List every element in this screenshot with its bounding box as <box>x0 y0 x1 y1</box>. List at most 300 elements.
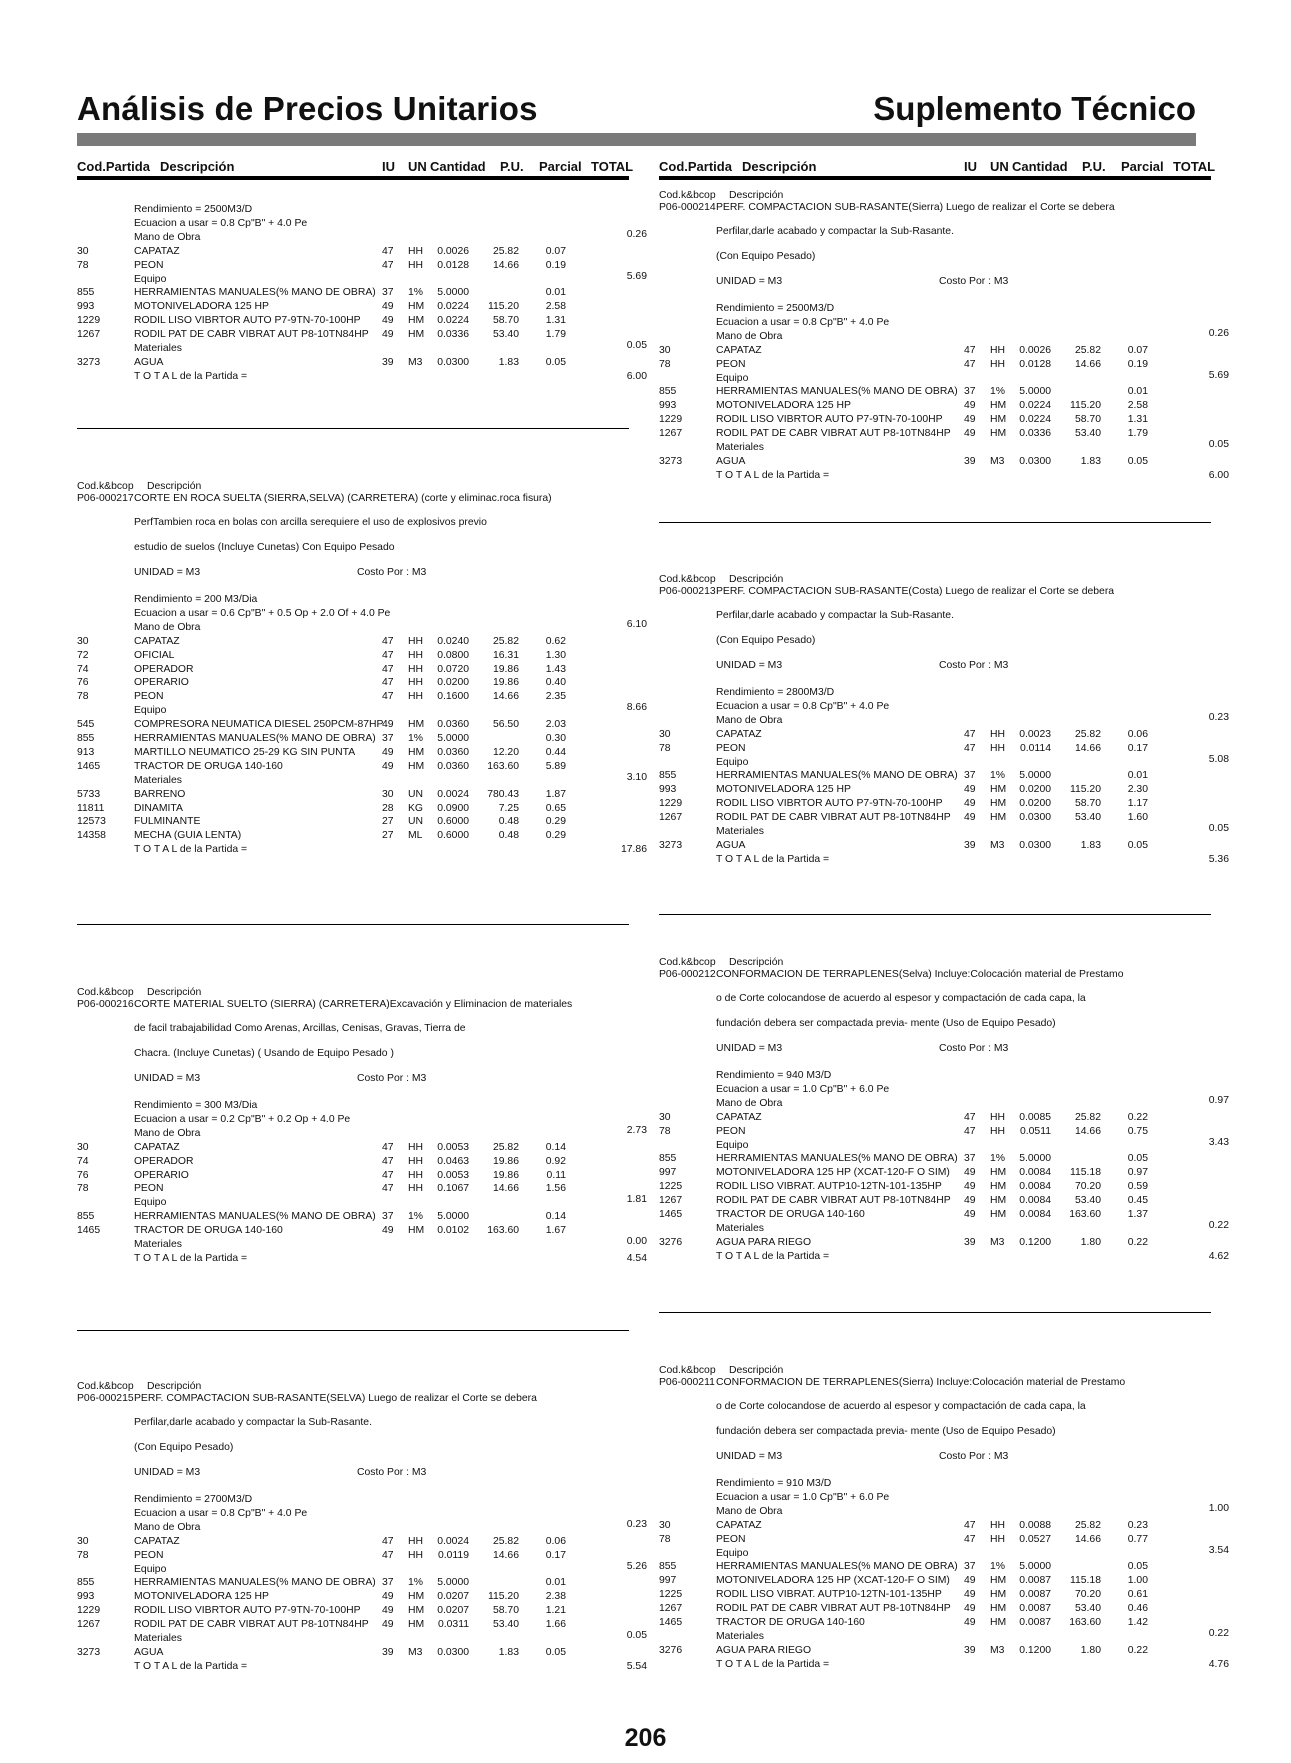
un: HH <box>408 677 424 689</box>
insumo-desc: MOTONIVELADORA 125 HP <box>134 301 269 313</box>
iu: 27 <box>382 816 394 828</box>
parcial: 0.17 <box>545 1549 566 1561</box>
parcial: 0.61 <box>1127 1589 1148 1601</box>
insumo-code: 545 <box>77 719 95 731</box>
insumo-code: 1267 <box>77 1619 101 1631</box>
un: HH <box>408 1549 424 1561</box>
cantidad: 0.0084 <box>1019 1209 1051 1220</box>
cantidad: 0.0200 <box>437 677 469 689</box>
precio-unitario: 53.40 <box>1074 1603 1101 1615</box>
iu: 47 <box>964 1111 976 1123</box>
iu: 47 <box>382 691 394 703</box>
rendimiento: Rendimiento = 200 M3/Dia <box>134 594 258 605</box>
un: M3 <box>990 1644 1005 1656</box>
partida-note <box>659 635 1219 647</box>
precio-unitario: 780.43 <box>487 788 519 800</box>
table-row <box>659 1561 1219 1573</box>
code-label: Cod.k&bcop <box>659 190 716 201</box>
table-row <box>659 400 1219 412</box>
table-row <box>659 1167 1219 1179</box>
precio-unitario: 1.83 <box>1080 839 1101 851</box>
insumo-desc: RODIL PAT DE CABR VIBRAT AUT P8-10TN84HP <box>716 1603 951 1615</box>
precio-unitario: 53.40 <box>492 329 519 341</box>
col-cantidad: Cantidad <box>1012 159 1068 174</box>
cantidad: 0.6000 <box>437 816 469 828</box>
precio-unitario: 1.80 <box>1080 1236 1101 1248</box>
insumo-code: 1465 <box>77 760 101 772</box>
block-title-row <box>77 999 637 1011</box>
iu: 47 <box>382 663 394 675</box>
analysis-block <box>659 1365 1229 1675</box>
insumo-desc: PEON <box>716 358 746 370</box>
group-name: Materiales <box>134 774 182 786</box>
insumo-desc: RODIL PAT DE CABR VIBRAT AUT P8-10TN84HP <box>716 812 951 824</box>
iu: 49 <box>382 719 394 731</box>
insumo-desc: FULMINANTE <box>134 816 201 828</box>
analysis-block <box>77 204 647 387</box>
cantidad: 0.0084 <box>1019 1181 1051 1193</box>
unidad-label: UNIDAD = M3 <box>716 276 783 287</box>
table-row <box>77 650 637 662</box>
insumo-desc: AGUA PARA RIEGO <box>716 1236 812 1248</box>
partida-code: P06-000216 <box>77 999 134 1010</box>
precio-unitario: 25.82 <box>492 635 519 647</box>
iu: 49 <box>382 1605 394 1617</box>
insumo-code: 993 <box>77 301 95 313</box>
partida-total-row <box>659 1658 1229 1671</box>
insumo-code: 3273 <box>77 1646 101 1658</box>
precio-unitario: 1.80 <box>1080 1644 1101 1656</box>
group-name: Equipo <box>716 756 749 768</box>
rendimiento-row <box>77 594 637 606</box>
cantidad: 0.0023 <box>1019 728 1051 740</box>
group-total: 2.73 <box>626 1124 647 1136</box>
table-row <box>77 1577 637 1589</box>
cantidad: 0.0800 <box>437 649 469 661</box>
cantidad: 0.1200 <box>1019 1236 1051 1248</box>
cantidad: 0.0200 <box>1019 784 1051 796</box>
group-total: 0.23 <box>626 1518 647 1530</box>
group-name: Materiales <box>716 826 764 837</box>
iu: 49 <box>382 746 394 758</box>
table-row <box>659 1589 1219 1601</box>
group-total-row <box>659 711 1229 724</box>
parcial: 0.44 <box>545 746 566 758</box>
insumo-desc: PEON <box>716 1533 746 1545</box>
iu: 39 <box>964 455 976 467</box>
insumo-desc: HERRAMIENTAS MANUALES(% MANO DE OBRA) <box>716 1153 958 1165</box>
cantidad: 0.0024 <box>437 788 469 800</box>
note-text: (Con Equipo Pesado) <box>716 251 816 262</box>
un: HH <box>990 358 1006 370</box>
insumo-desc: HERRAMIENTAS MANUALES(% MANO DE OBRA) <box>134 287 376 299</box>
insumo-desc: RODIL LISO VIBRAT. AUTP10-12TN-101-135HP <box>716 1589 942 1601</box>
insumo-desc: CAPATAZ <box>134 1141 180 1153</box>
cantidad: 5.0000 <box>437 1211 469 1223</box>
partida-code: P06-000217 <box>77 493 134 504</box>
block-title-row <box>659 202 1219 214</box>
group-total: 3.54 <box>1208 1544 1229 1556</box>
insumo-desc: HERRAMIENTAS MANUALES(% MANO DE OBRA) <box>716 1561 958 1573</box>
precio-unitario: 14.66 <box>1074 742 1101 754</box>
iu: 39 <box>382 1646 394 1658</box>
partida-note <box>659 226 1219 238</box>
iu: 39 <box>964 839 976 851</box>
partida-note <box>77 1023 637 1035</box>
group-name: Mano de Obra <box>716 1097 783 1109</box>
rendimiento-row <box>659 1070 1219 1082</box>
cantidad: 0.0224 <box>1019 400 1051 412</box>
iu: 49 <box>964 400 976 412</box>
iu: 49 <box>964 1167 976 1179</box>
group-total-row <box>77 1194 647 1206</box>
group-total-row <box>659 1136 1229 1149</box>
rendimiento: Rendimiento = 910 M3/D <box>716 1478 832 1489</box>
insumo-desc: CAPATAZ <box>716 1519 762 1531</box>
group-name: Materiales <box>134 1633 182 1644</box>
insumo-code: 3273 <box>659 839 683 851</box>
un: HM <box>990 428 1007 440</box>
parcial: 1.17 <box>1127 798 1148 810</box>
parcial: 0.05 <box>1127 1561 1148 1573</box>
unidad-row <box>659 1451 1219 1463</box>
group-name: Mano de Obra <box>716 1505 783 1517</box>
un: HM <box>408 1619 425 1631</box>
insumo-code: 78 <box>659 1125 671 1137</box>
ecuacion: Ecuacion a usar = 0.8 Cp"B" + 4.0 Pe <box>716 316 890 328</box>
table-row <box>659 840 1219 852</box>
precio-unitario: 19.86 <box>492 663 519 675</box>
page-title: Análisis de Precios Unitarios <box>77 90 538 127</box>
cantidad: 5.0000 <box>1019 386 1051 398</box>
table-row <box>77 803 637 815</box>
rendimiento: Rendimiento = 2700M3/D <box>134 1494 253 1505</box>
ecuacion: Ecuacion a usar = 0.8 Cp"B" + 4.0 Pe <box>716 700 890 712</box>
group-total: 8.66 <box>626 702 647 714</box>
precio-unitario: 53.40 <box>1074 1195 1101 1207</box>
insumo-code: 1225 <box>659 1589 683 1601</box>
partida-code: P06-000212 <box>659 969 716 980</box>
insumo-code: 855 <box>659 386 677 398</box>
precio-unitario: 163.60 <box>487 760 519 772</box>
cantidad: 5.0000 <box>437 733 469 744</box>
table-row <box>659 414 1219 426</box>
cantidad: 0.0084 <box>1019 1167 1051 1179</box>
block-label-row <box>659 957 1219 969</box>
insumo-desc: MARTILLO NEUMATICO 25-29 KG SIN PUNTA <box>134 746 356 758</box>
partida-title: PERF. COMPACTACION SUB-RASANTE(SELVA) Luego de realizar el Corte se debera <box>134 1393 537 1404</box>
group-total-row <box>77 1518 647 1531</box>
total-label: T O T A L de la Partida = <box>716 1658 830 1670</box>
un: HH <box>408 1155 424 1167</box>
un: HH <box>408 635 424 647</box>
rendimiento-row <box>77 204 637 216</box>
insumo-code: 3273 <box>659 455 683 467</box>
group-name: Equipo <box>134 1563 167 1575</box>
precio-unitario: 58.70 <box>1074 414 1101 426</box>
un: HH <box>990 344 1006 356</box>
table-row <box>659 1603 1219 1615</box>
precio-unitario: 115.18 <box>1069 1167 1101 1179</box>
un: HM <box>408 760 425 772</box>
parcial: 0.14 <box>545 1211 566 1223</box>
iu: 47 <box>382 1549 394 1561</box>
un: 1% <box>990 770 1006 782</box>
iu: 47 <box>382 1141 394 1153</box>
parcial: 1.00 <box>1127 1575 1148 1587</box>
partida-code: P06-000213 <box>659 586 716 597</box>
cantidad: 0.0300 <box>1019 812 1051 824</box>
cantidad: 0.0200 <box>1019 798 1051 810</box>
insumo-desc: RODIL PAT DE CABR VIBRAT AUT P8-10TN84HP <box>716 428 951 440</box>
insumo-code: 3273 <box>77 356 101 368</box>
un: HM <box>408 746 425 758</box>
partida-title: CORTE EN ROCA SUELTA (SIERRA,SELVA) (CARRETERA) (corte y eliminac.roca fisura) <box>134 493 552 504</box>
un: HM <box>408 315 425 327</box>
un: 1% <box>990 1153 1006 1165</box>
table-row <box>77 747 637 759</box>
group-total-row <box>659 1627 1229 1640</box>
table-row <box>77 830 637 842</box>
insumo-desc: RODIL LISO VIBRTOR AUTO P7-9TN-70-100HP <box>134 1605 361 1617</box>
parcial: 0.92 <box>545 1155 566 1167</box>
group-total-row <box>659 1502 1229 1515</box>
table-row <box>77 315 637 327</box>
iu: 49 <box>964 1617 976 1628</box>
precio-unitario: 14.66 <box>1074 1533 1101 1545</box>
cantidad: 0.0300 <box>437 1646 469 1658</box>
iu: 47 <box>382 635 394 647</box>
parcial: 1.37 <box>1127 1209 1148 1220</box>
cantidad: 0.0463 <box>437 1155 469 1167</box>
cantidad: 0.0224 <box>437 315 469 327</box>
insumo-code: 3276 <box>659 1236 683 1248</box>
insumo-code: 30 <box>77 635 89 647</box>
insumo-desc: CAPATAZ <box>716 728 762 740</box>
partida-note <box>659 610 1219 622</box>
parcial: 1.31 <box>1127 414 1148 426</box>
group-name: Equipo <box>716 372 749 384</box>
parcial: 0.05 <box>1127 455 1148 467</box>
cantidad: 0.0102 <box>437 1225 469 1237</box>
cantidad: 0.1600 <box>437 691 469 703</box>
iu: 49 <box>964 1181 976 1193</box>
cantidad: 0.0087 <box>1019 1603 1051 1615</box>
cantidad: 0.0207 <box>437 1591 469 1603</box>
cantidad: 0.0527 <box>1019 1533 1051 1545</box>
parcial: 0.05 <box>545 356 566 368</box>
un: 1% <box>408 733 424 744</box>
partida-total-row <box>77 370 647 383</box>
desc-label: Descripción <box>147 481 202 492</box>
insumo-code: 30 <box>659 1111 671 1123</box>
desc-label: Descripción <box>729 1365 784 1376</box>
note-text: fundación debera ser compactada previa- mente (Uso de Equipo Pesado) <box>716 1426 1056 1437</box>
precio-unitario: 19.86 <box>492 677 519 689</box>
page-number: 206 <box>624 1724 667 1752</box>
insumo-desc: MOTONIVELADORA 125 HP (XCAT-120-F O SIM) <box>716 1167 950 1179</box>
iu: 49 <box>382 1225 394 1237</box>
insumo-code: 1267 <box>77 329 101 341</box>
table-row <box>659 770 1219 782</box>
table-row <box>77 816 637 828</box>
partida-note <box>659 993 1219 1005</box>
insumo-desc: CAPATAZ <box>134 1535 180 1547</box>
parcial: 0.19 <box>545 259 566 271</box>
insumo-code: 74 <box>77 663 89 675</box>
insumo-desc: PEON <box>134 1549 164 1561</box>
col-iu: IU <box>964 159 977 174</box>
precio-unitario: 16.31 <box>492 649 519 661</box>
iu: 47 <box>964 1533 976 1545</box>
unidad-row <box>659 276 1219 288</box>
partida-title: PERF. COMPACTACION SUB-RASANTE(Costa) Luego de realizar el Corte se debera <box>716 586 1115 597</box>
note-text: estudio de suelos (Incluye Cunetas) Con Equipo Pesado <box>134 542 395 553</box>
cantidad: 0.0360 <box>437 746 469 758</box>
desc-label: Descripción <box>729 574 784 585</box>
parcial: 0.23 <box>1127 1519 1148 1531</box>
insumo-code: 1267 <box>659 812 683 824</box>
insumo-desc: RODIL LISO VIBRTOR AUTO P7-9TN-70-100HP <box>716 414 943 426</box>
un: UN <box>408 816 424 828</box>
partida-note <box>659 1401 1219 1413</box>
partida-note <box>659 1426 1219 1438</box>
precio-unitario: 25.82 <box>492 1141 519 1153</box>
table-row <box>659 1195 1219 1207</box>
insumo-desc: MOTONIVELADORA 125 HP <box>716 784 851 796</box>
parcial: 1.43 <box>545 663 566 675</box>
ecuacion: Ecuacion a usar = 1.0 Cp"B" + 6.0 Pe <box>716 1491 890 1503</box>
iu: 47 <box>382 1155 394 1167</box>
group-name: Equipo <box>134 1197 167 1209</box>
iu: 37 <box>964 1561 976 1573</box>
insumo-code: 30 <box>659 344 671 356</box>
parcial: 0.45 <box>1127 1195 1148 1207</box>
un: HM <box>408 1225 425 1237</box>
table-row <box>659 386 1219 398</box>
precio-unitario: 163.60 <box>1069 1617 1101 1628</box>
unidad-label: UNIDAD = M3 <box>134 1073 201 1084</box>
precio-unitario: 14.66 <box>492 259 519 271</box>
note-text: Perfilar,darle acabado y compactar la Sub-Rasante. <box>716 610 954 621</box>
ecuacion: Ecuacion a usar = 0.2 Cp"B" + 0.2 Op + 4.0 Pe <box>134 1113 351 1125</box>
insumo-desc: PEON <box>134 259 164 271</box>
iu: 49 <box>382 329 394 341</box>
col-total: TOTAL <box>1173 159 1216 174</box>
parcial: 0.14 <box>545 1141 566 1153</box>
un: HH <box>990 1533 1006 1545</box>
partida-title: CORTE MATERIAL SUELTO (SIERRA) (CARRETERA)Excavación y Eliminacion de materiales <box>134 999 573 1010</box>
group-total: 6.10 <box>626 618 647 630</box>
cantidad: 0.0336 <box>437 329 469 341</box>
table-row <box>77 789 637 801</box>
insumo-desc: AGUA <box>134 356 164 368</box>
un: M3 <box>408 1646 423 1658</box>
costo-label: Costo Por : M3 <box>357 1073 427 1084</box>
parcial: 0.40 <box>545 677 566 689</box>
insumo-desc: TRACTOR DE ORUGA 140-160 <box>716 1209 865 1220</box>
group-total: 0.26 <box>626 228 647 240</box>
insumo-code: 1465 <box>77 1225 101 1237</box>
parcial: 2.38 <box>545 1591 566 1603</box>
table-row <box>77 1536 637 1548</box>
ecuacion: Ecuacion a usar = 0.6 Cp"B" + 0.5 Op + 2.0 Of + 4.0 Pe <box>134 607 391 619</box>
desc-label: Descripción <box>729 190 784 201</box>
unidad-row <box>77 1467 637 1479</box>
iu: 47 <box>382 245 394 257</box>
iu: 27 <box>382 830 394 842</box>
precio-unitario: 25.82 <box>1074 728 1101 740</box>
precio-unitario: 70.20 <box>1074 1181 1101 1193</box>
group-total: 0.97 <box>1208 1094 1229 1106</box>
unidad-label: UNIDAD = M3 <box>134 567 201 578</box>
cantidad: 0.0240 <box>437 635 469 647</box>
insumo-desc: RODIL PAT DE CABR VIBRAT AUT P8-10TN84HP <box>134 1619 369 1631</box>
group-total: 0.05 <box>626 1630 647 1641</box>
iu: 39 <box>964 1644 976 1656</box>
insumo-desc: AGUA <box>134 1646 164 1658</box>
insumo-code: 993 <box>659 400 677 412</box>
insumo-desc: MOTONIVELADORA 125 HP <box>134 1591 269 1603</box>
table-row <box>659 1237 1219 1249</box>
group-total: 5.08 <box>1208 753 1229 765</box>
table-row <box>77 246 637 258</box>
supplement-title: Suplemento Técnico <box>873 90 1196 127</box>
iu: 49 <box>382 315 394 327</box>
table-row <box>659 1153 1219 1165</box>
group-total: 5.69 <box>626 270 647 282</box>
rendimiento-row <box>659 687 1219 699</box>
insumo-code: 30 <box>77 1535 89 1547</box>
table-row <box>77 1591 637 1603</box>
parcial: 0.75 <box>1127 1125 1148 1137</box>
group-total: 0.22 <box>1208 1627 1229 1639</box>
parcial: 0.17 <box>1127 742 1148 754</box>
cantidad: 0.0085 <box>1019 1111 1051 1123</box>
insumo-code: 1465 <box>659 1209 683 1220</box>
note-text: o de Corte colocandose de acuerdo al espesor y compactación de cada capa, la <box>716 1401 1086 1412</box>
table-row <box>77 664 637 676</box>
partida-total-row <box>77 1252 647 1265</box>
precio-unitario: 70.20 <box>1074 1589 1101 1601</box>
total-label: T O T A L de la Partida = <box>134 1252 248 1264</box>
precio-unitario: 1.83 <box>498 1646 519 1658</box>
parcial: 0.19 <box>1127 358 1148 370</box>
group-total: 0.05 <box>626 340 647 351</box>
partida-total: 4.54 <box>626 1252 647 1264</box>
code-label: Cod.k&bcop <box>659 574 716 585</box>
cantidad: 0.6000 <box>437 830 469 842</box>
precio-unitario: 12.20 <box>492 746 519 758</box>
insumo-code: 78 <box>659 742 671 754</box>
iu: 47 <box>382 1535 394 1547</box>
group-total-row <box>659 327 1229 340</box>
insumo-desc: AGUA <box>716 455 746 467</box>
un: HM <box>990 1195 1007 1207</box>
group-name: Equipo <box>134 705 167 717</box>
costo-label: Costo Por : M3 <box>939 1451 1009 1462</box>
costo-label: Costo Por : M3 <box>939 1043 1009 1054</box>
un: HH <box>990 728 1006 740</box>
parcial: 0.62 <box>545 635 566 647</box>
group-name: Materiales <box>716 1630 764 1642</box>
un: KG <box>408 802 424 814</box>
cantidad: 0.0026 <box>1019 344 1051 356</box>
rendimiento-row <box>659 1478 1219 1490</box>
partida-note <box>659 1018 1219 1030</box>
iu: 49 <box>964 414 976 426</box>
table-row <box>77 357 637 369</box>
